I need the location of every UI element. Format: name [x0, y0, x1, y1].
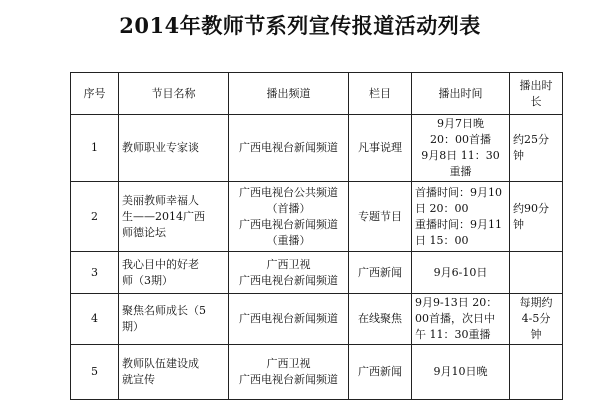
cell-channel: [229, 182, 349, 252]
cell-line: 钟: [530, 328, 542, 341]
activity-table: [70, 72, 563, 400]
header-channel: 播出频道: [229, 73, 349, 115]
cell-program: [119, 115, 229, 182]
cell-line: 4-5分: [521, 312, 551, 325]
cell-channel: [229, 252, 349, 294]
cell-line: 广西电视台新闻频道: [239, 312, 338, 325]
header-program: 节目名称: [119, 73, 229, 115]
cell-line: （首播）: [266, 201, 311, 215]
cell-line: 教师队伍建设成: [122, 357, 199, 370]
header-no: 序号: [71, 73, 119, 115]
cell-line: 重播: [449, 165, 472, 178]
cell-line: 广西电视台新闻频道: [239, 273, 338, 287]
cell-line: 9月9-13日 20：: [415, 296, 498, 309]
header-time: 播出时间: [412, 73, 510, 115]
cell-no: 1: [71, 115, 119, 182]
cell-no: 5: [71, 345, 119, 400]
header-duration: [510, 73, 563, 115]
cell-line: 钟: [513, 149, 524, 162]
table-row: [71, 294, 563, 345]
header-duration-line: 长: [530, 94, 542, 108]
cell-line: 约25分: [513, 133, 549, 146]
table-row: [71, 115, 563, 182]
cell-time: [412, 182, 510, 252]
cell-no: 2: [71, 182, 119, 252]
cell-column: 广西新闻: [349, 345, 412, 400]
cell-line: 钟: [513, 217, 524, 231]
cell-line: 师德论坛: [122, 225, 166, 239]
cell-time: [412, 252, 510, 294]
header-column: 栏目: [349, 73, 412, 115]
cell-line: 广西卫视: [266, 257, 311, 271]
cell-program: [119, 345, 229, 400]
cell-program: [119, 294, 229, 345]
header-duration-line: 播出时: [519, 78, 553, 92]
cell-column: 在线聚焦: [349, 294, 412, 345]
cell-column: 专题节目: [349, 182, 412, 252]
cell-line: 师（3期）: [122, 273, 173, 287]
cell-line: 我心目中的好老: [122, 257, 199, 271]
cell-program: [119, 182, 229, 252]
cell-line: 9月8日 11：30: [421, 149, 500, 162]
cell-line: 午 11：30重播: [415, 328, 491, 341]
cell-line: 约90分: [513, 201, 549, 215]
cell-program: [119, 252, 229, 294]
cell-duration: [510, 182, 563, 252]
cell-time: [412, 115, 510, 182]
cell-line: 20：00首播: [430, 133, 491, 146]
cell-duration: [510, 115, 563, 182]
cell-line: 日 20：00: [415, 201, 469, 215]
cell-duration: [510, 294, 563, 345]
cell-line: 广西电视台新闻频道: [239, 217, 338, 231]
cell-no: 3: [71, 252, 119, 294]
cell-line: 9月7日晚: [437, 117, 484, 130]
cell-column: 广西新闻: [349, 252, 412, 294]
cell-line: （重播）: [266, 233, 311, 247]
cell-channel: [229, 345, 349, 400]
cell-line: 美丽教师幸福人: [122, 193, 199, 207]
cell-line: 生——2014广西: [122, 209, 205, 223]
cell-channel: [229, 115, 349, 182]
cell-no: 4: [71, 294, 119, 345]
cell-channel: [229, 294, 349, 345]
cell-line: 重播时间：9月11: [415, 217, 502, 231]
cell-line: 首播时间：9月10: [415, 185, 502, 199]
cell-duration: [510, 252, 563, 294]
page-title: 2014年教师节系列宣传报道活动列表: [119, 13, 481, 38]
table-row: [71, 182, 563, 252]
cell-line: 日 15：00: [415, 233, 469, 247]
cell-line: 00首播，次日中: [415, 312, 495, 325]
cell-line: 期）: [122, 320, 144, 333]
cell-time: [412, 345, 510, 400]
cell-line: 就宣传: [122, 373, 155, 386]
cell-line: 9月6-10日: [433, 265, 488, 279]
cell-line: 9月10日晚: [433, 365, 488, 378]
cell-line: 广西卫视: [266, 357, 311, 370]
cell-line: 广西电视台新闻频道: [239, 373, 338, 386]
table-row: [71, 345, 563, 400]
cell-duration: [510, 345, 563, 400]
cell-line: 广西电视台公共频道: [239, 185, 338, 199]
cell-time: [412, 294, 510, 345]
cell-line: 广西电视台新闻频道: [239, 141, 338, 154]
cell-column: 凡事说理: [349, 115, 412, 182]
table-row: [71, 252, 563, 294]
table-header-row: [71, 73, 563, 115]
cell-line: 聚焦名师成长（5: [122, 304, 206, 317]
cell-line: 教师职业专家谈: [122, 141, 199, 154]
cell-line: 每期约: [519, 296, 553, 309]
